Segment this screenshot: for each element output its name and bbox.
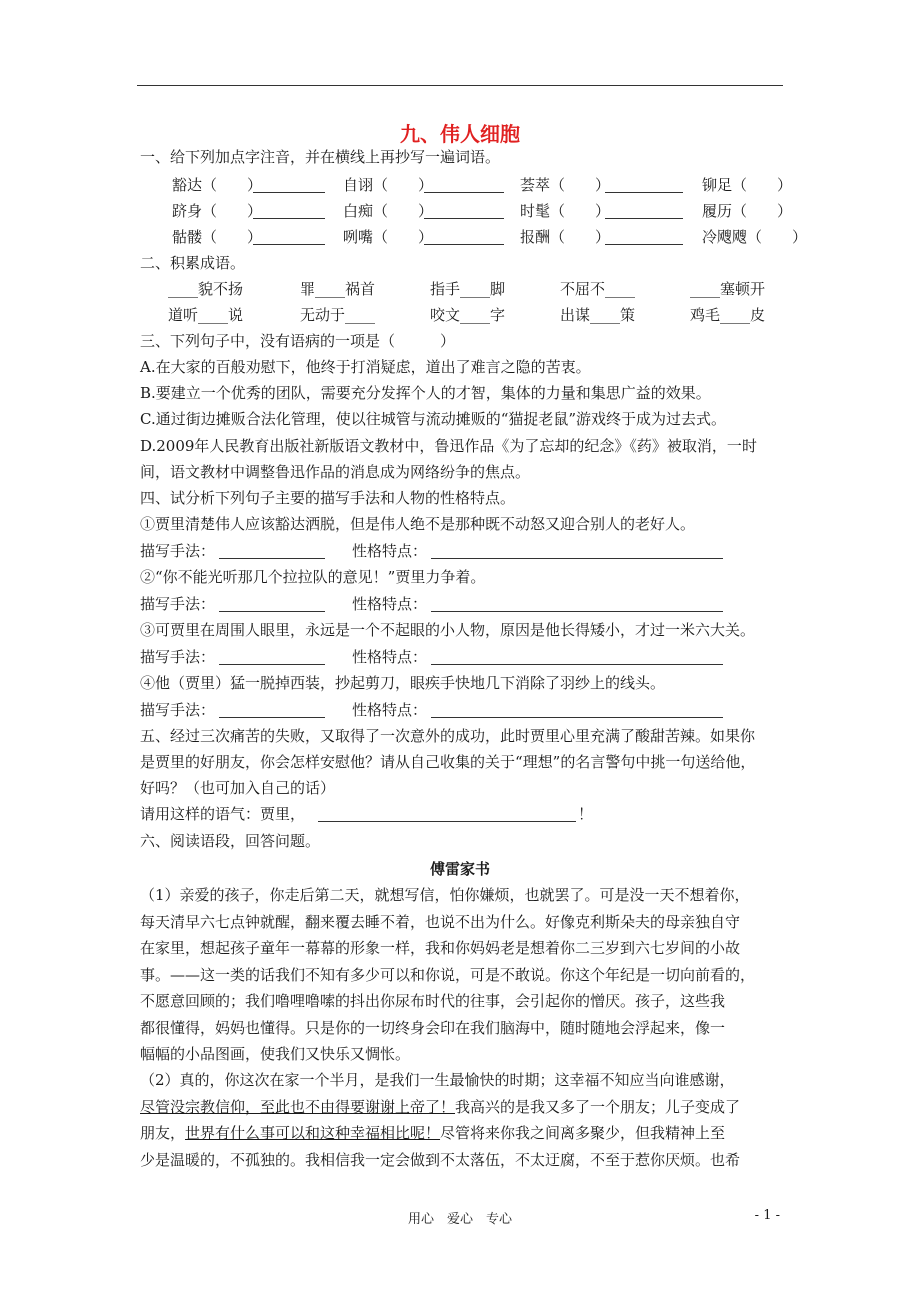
q2-idiom: 无动于____ (300, 306, 376, 324)
q4-sentence-1: ①贾里清楚伟人应该豁达洒脱，但是伟人绝不是那种既不动怒又迎合别人的老好人。 (140, 515, 696, 533)
q1-answer-line[interactable] (605, 228, 683, 245)
passage-line: 在家里，想起孩子童年一幕幕的形象一样，我和你妈妈老是想着你二三岁到六七岁间的小故 (140, 939, 741, 957)
q4-sentence-2: ②“你不能光听那几个拉拉队的意见！”贾里力争着。 (140, 568, 486, 586)
passage-text: 尽管将来你我之间离多聚少，但我精神上至 (440, 1124, 726, 1142)
header-rule (137, 85, 783, 86)
q2-heading: 二、积累成语。 (140, 254, 246, 272)
passage-line: 事。——这一类的话我们不知有多少可以和你说，可是不敢说。你这个年纪是一切向前看的， (140, 965, 756, 984)
q6-heading: 六、阅读语段，回答问题。 (140, 832, 321, 850)
q1-word: 跻身（ ） (172, 202, 263, 220)
q2-idiom: 鸡毛____皮 (690, 306, 766, 324)
q2-idiom: ____塞顿开 (690, 280, 766, 298)
q1-answer-line[interactable] (424, 176, 504, 193)
q1-word: 豁达（ ） (172, 176, 263, 194)
q4-method-line[interactable] (219, 648, 325, 665)
passage-line: 幅幅的小品图画，使我们又快乐又惆怅。 (140, 1045, 411, 1063)
underlined-sentence: 世界有什么事可以和这种幸福相比呢！ (185, 1124, 441, 1142)
q1-answer-line[interactable] (605, 176, 683, 193)
q4-trait-label: 性格特点： (352, 701, 428, 719)
q4-trait-label: 性格特点： (352, 648, 428, 666)
q1-answer-line[interactable] (424, 202, 504, 219)
q4-trait-line[interactable] (431, 542, 723, 559)
q5-line-1: 五、经过三次痛苦的失败，又取得了一次意外的成功，此时贾里心里充满了酸甜苦辣。如果你 (140, 727, 756, 745)
q2-idiom: 指手____脚 (430, 280, 506, 298)
q1-word: 咧嘴（ ） (343, 228, 434, 246)
q1-word: 时髦（ ） (520, 202, 611, 220)
q1-word: 履历（ ） (702, 202, 793, 220)
q4-method-label: 描写手法： (140, 595, 216, 613)
q1-word: 荟萃（ ） (520, 176, 611, 194)
passage-text: 我高兴的是我又多了一个朋友；儿子变成了 (455, 1097, 741, 1116)
q5-answer-line[interactable] (318, 805, 576, 822)
passage-line: 都很懂得，妈妈也懂得。只是你的一切终身会印在我们脑海中，随时随地会浮起来，像一 (140, 1018, 726, 1037)
passage-line: 不愿意回顾的；我们噜哩噜嗦的抖出你尿布时代的往事，会引起你的憎厌。孩子，这些我 (140, 992, 726, 1010)
q4-method-label: 描写手法： (140, 542, 216, 560)
q3-option-d: D.2009年人民教育出版社新版语文教材中，鲁迅作品《为了忘却的纪念》《药》被取消，一时 (140, 437, 757, 455)
q1-answer-line[interactable] (253, 176, 325, 193)
q4-sentence-4: ④他（贾里）猛一脱掉西装，抄起剪刀，眼疾手快地几下消除了羽纱上的线头。 (140, 674, 666, 692)
footer-motto: 用心 爱心 专心 (407, 1212, 512, 1227)
page-number: - 1 - (754, 1208, 780, 1223)
q4-method-line[interactable] (219, 595, 325, 612)
q1-word: 自诩（ ） (343, 176, 434, 194)
q4-sentence-3: ③可贾里在周围人眼里，永远是一个不起眼的小人物，原因是他长得矮小，才过一米六大关。 (140, 621, 756, 639)
q5-line-3: 好吗？（也可加入自己的话） (140, 779, 336, 797)
q1-answer-line[interactable] (424, 228, 504, 245)
passage-line: 每天清早六七点钟就醒，翻来覆去睡不着，也说不出为什么。好像克利斯朵夫的母亲独自守 (140, 912, 741, 931)
q4-trait-line[interactable] (431, 595, 723, 612)
q4-trait-label: 性格特点： (352, 542, 428, 560)
underlined-sentence: 尽管没宗教信仰，至此也不由得要谢谢上帝了！ (140, 1097, 456, 1116)
passage-line: （2）真的，你这次在家一个半月，是我们一生最愉快的时期；这幸福不知应当向谁感谢， (140, 1071, 735, 1089)
q5-line-2: 是贾里的好朋友，你会怎样安慰他？请从自己收集的关于“理想”的名言警句中挑一句送给他， (140, 753, 756, 771)
q1-answer-line[interactable] (605, 202, 683, 219)
q1-answer-line[interactable] (253, 202, 325, 219)
q3-option-b: B.要建立一个优秀的团队，需要充分发挥个人的才智，集体的力量和集思广益的效果。 (140, 384, 711, 402)
q4-trait-line[interactable] (431, 648, 723, 665)
q2-idiom: ____貌不扬 (168, 280, 244, 298)
q4-method-line[interactable] (219, 701, 325, 718)
q1-answer-line[interactable] (253, 228, 325, 245)
q4-method-line[interactable] (219, 542, 325, 559)
q2-idiom: 出谋____策 (560, 306, 636, 324)
q3-option-c: C.通过街边摊贩合法化管理，使以往城管与流动摊贩的“猫捉老鼠”游戏终于成为过去式。 (140, 410, 727, 428)
q1-word: 白痴（ ） (343, 202, 434, 220)
q5-end-mark: ！ (578, 805, 594, 823)
q2-idiom: 咬文____字 (430, 306, 506, 324)
q4-method-label: 描写手法： (140, 701, 216, 719)
passage-line: （1）亲爱的孩子，你走后第二天，就想写信，怕你嫌烦，也就罢了。可是没一天不想着你， (140, 886, 750, 904)
q4-trait-label: 性格特点： (352, 595, 428, 613)
q1-word: 冷飕飕（ ） (702, 228, 808, 246)
q1-heading: 一、给下列加点字注音，并在横线上再抄写一遍词语。 (140, 148, 501, 166)
q1-word: 骷髅（ ） (172, 228, 263, 246)
passage-text: 朋友， (140, 1124, 186, 1142)
passage-paragraph-1 (140, 882, 782, 1068)
passage-line (140, 1094, 782, 1121)
q2-idiom: 罪____祸首 (300, 280, 376, 298)
passage-line (140, 1120, 782, 1147)
q3-option-d-cont: 间，语文教材中调整鲁迅作品的消息成为网络纷争的焦点。 (140, 463, 531, 481)
passage-paragraph-2 (140, 1067, 782, 1173)
q2-idiom: 道听____说 (168, 306, 244, 324)
q1-word: 铆足（ ） (702, 176, 793, 194)
q4-heading: 四、试分析下列句子主要的描写手法和人物的性格特点。 (140, 489, 516, 507)
q1-word: 报酬（ ） (520, 228, 611, 246)
q5-prompt: 请用这样的语气：贾里， (140, 805, 306, 823)
q4-method-label: 描写手法： (140, 648, 216, 666)
passage-line: 少是温暖的，不孤独的。我相信我一定会做到不太落伍，不太迂腐，不至于惹你厌烦。也希 (140, 1150, 741, 1169)
q4-trait-line[interactable] (431, 701, 723, 718)
page-title: 九、伟人细胞 (400, 122, 520, 146)
q3-option-a: A.在大家的百般劝慰下，他终于打消疑虑，道出了难言之隐的苦衷。 (140, 358, 591, 376)
passage-title: 傅雷家书 (429, 860, 490, 878)
q2-idiom: 不屈不____ (560, 280, 636, 298)
q3-heading: 三、下列句子中，没有语病的一项是（ ） (140, 332, 456, 350)
